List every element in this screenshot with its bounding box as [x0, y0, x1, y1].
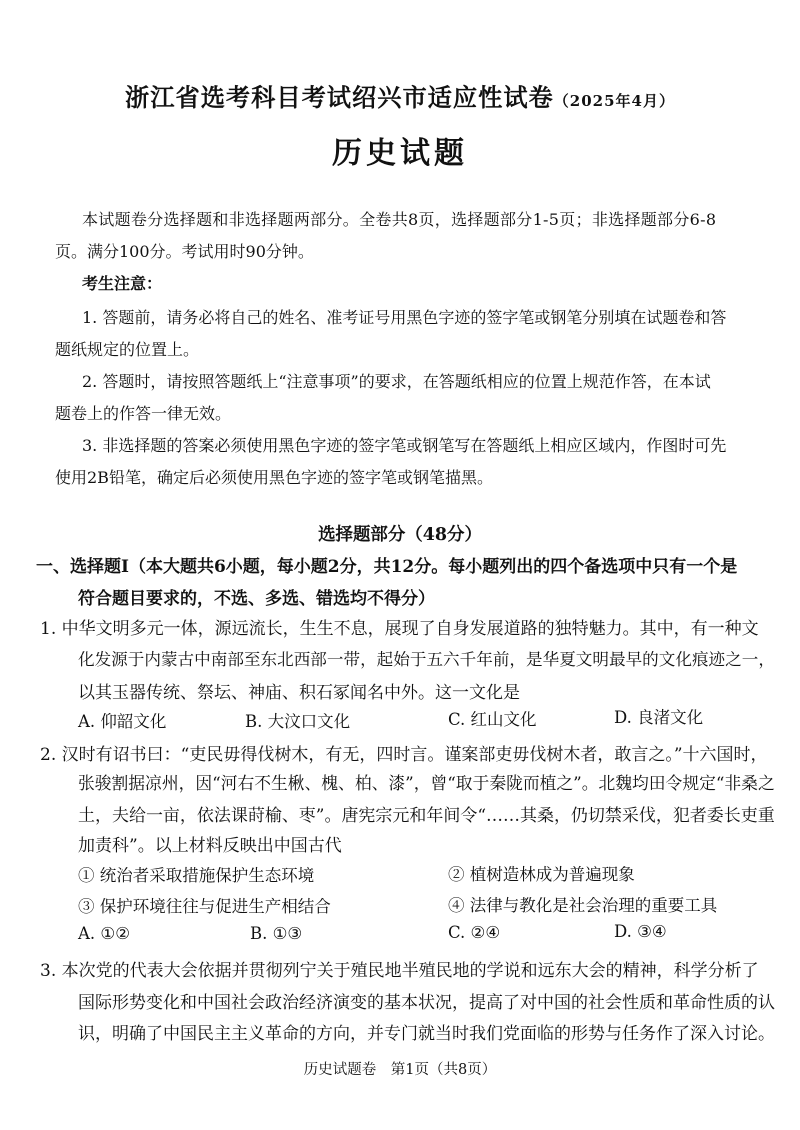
- intro-line-2: 页。满分100分。考试用时90分钟。: [55, 242, 314, 261]
- q1-option-c: C. 红山文化: [448, 710, 537, 729]
- exam-title-text: 浙江省选考科目考试绍兴市适应性试卷: [125, 83, 554, 112]
- q3-line-3: 识，明确了中国民主主义革命的方向，并专门就当时我们党面临的形势与任务作了深入讨论。: [78, 1024, 775, 1044]
- q2-line-3: 土，夫给一亩，依法课莳榆、枣”。唐宪宗元和年间令“……其桑，仍切禁采伐，犯者委长吏重: [78, 806, 775, 826]
- notice-2-line-2: 题卷上的作答一律无效。: [55, 404, 232, 423]
- notice-3-line-2: 使用2B铅笔，确定后必须使用黑色字迹的签字笔或钢笔描黑。: [55, 468, 493, 487]
- q2-item-4: ④ 法律与教化是社会治理的重要工具: [448, 896, 718, 915]
- intro-line-1: 本试题卷分选择题和非选择题两部分。全卷共8页，选择题部分1-5页；非选择题部分6-8: [82, 210, 717, 229]
- q2-item-3: ③ 保护环境往往与促进生产相结合: [78, 897, 331, 916]
- q2-option-c: C. ②④: [448, 923, 501, 942]
- q2-line-1: 2. 汉时有诏书曰：“吏民毋得伐树木，有无，四时言。谨案部吏毋伐树木者，敢言之。”十六国时，: [40, 745, 768, 765]
- q1-line-2: 化发源于内蒙古中南部至东北西部一带，起始于五六千年前，是华夏文明最早的文化痕迹之一，: [78, 650, 775, 669]
- q1-option-b: B. 大汶口文化: [245, 712, 351, 731]
- q2-option-b: B. ①③: [250, 924, 303, 943]
- q2-line-2: 张骏割据凉州，因“河右不生楸、槐、柏、漆”，曾“取于秦陇而植之”。北魏均田令规定“非桑之: [78, 773, 775, 793]
- q2-option-d: D. ③④: [614, 922, 667, 941]
- q1-line-3: 以其玉器传统、祭坛、神庙、积石冢闻名中外。这一文化是: [78, 683, 520, 703]
- q2-option-a: A. ①②: [78, 924, 130, 943]
- page-footer: 历史试题卷 第1页（共8页）: [303, 1062, 497, 1078]
- part-instructions-line-2: 符合题目要求的，不选、多选、错选均不得分）: [78, 589, 435, 609]
- q1-option-d: D. 良渚文化: [614, 708, 704, 727]
- notice-1-line-1: 1. 答题前，请务必将自己的姓名、准考证号用黑色字迹的签字笔或钢笔分别填在试题卷和答: [82, 308, 727, 327]
- part-instructions-line-1: 一、选择题Ⅰ（本大题共6小题，每小题2分，共12分。每小题列出的四个备选项中只有一个是: [36, 557, 738, 577]
- q2-item-1: ① 统治者采取措施保护生态环境: [78, 866, 315, 885]
- q2-item-2: ② 植树造林成为普遍现象: [448, 865, 635, 884]
- exam-date: （2025年4月）: [553, 92, 675, 110]
- notice-title: 考生注意：: [82, 274, 163, 293]
- subject-title: 历史试题: [331, 136, 469, 171]
- notice-2-line-1: 2. 答题时，请按照答题纸上“注意事项”的要求，在答题纸相应的位置上规范作答，在本试: [82, 372, 711, 391]
- q1-line-1: 1. 中华文明多元一体，源远流长，生生不息，展现了自身发展道路的独特魅力。其中，有一种文: [40, 619, 759, 639]
- q1-option-a: A. 仰韶文化: [78, 712, 167, 731]
- q3-line-1: 3. 本次党的代表大会依据并贯彻列宁关于殖民地半殖民地的学说和远东大会的精神，科学分析了: [40, 961, 759, 981]
- q2-line-4: 加责科”。以上材料反映出中国古代: [78, 836, 342, 856]
- notice-1-line-2: 题纸规定的位置上。: [55, 340, 200, 359]
- q3-line-2: 国际形势变化和中国社会政治经济演变的基本状况，提高了对中国的社会性质和革命性质的认: [78, 993, 775, 1013]
- section-title: 选择题部分（48分）: [318, 525, 482, 545]
- exam-title: [0, 78, 800, 113]
- notice-3-line-1: 3. 非选择题的答案必须使用黑色字迹的签字笔或钢笔写在答题纸上相应区域内，作图时可先: [82, 436, 727, 455]
